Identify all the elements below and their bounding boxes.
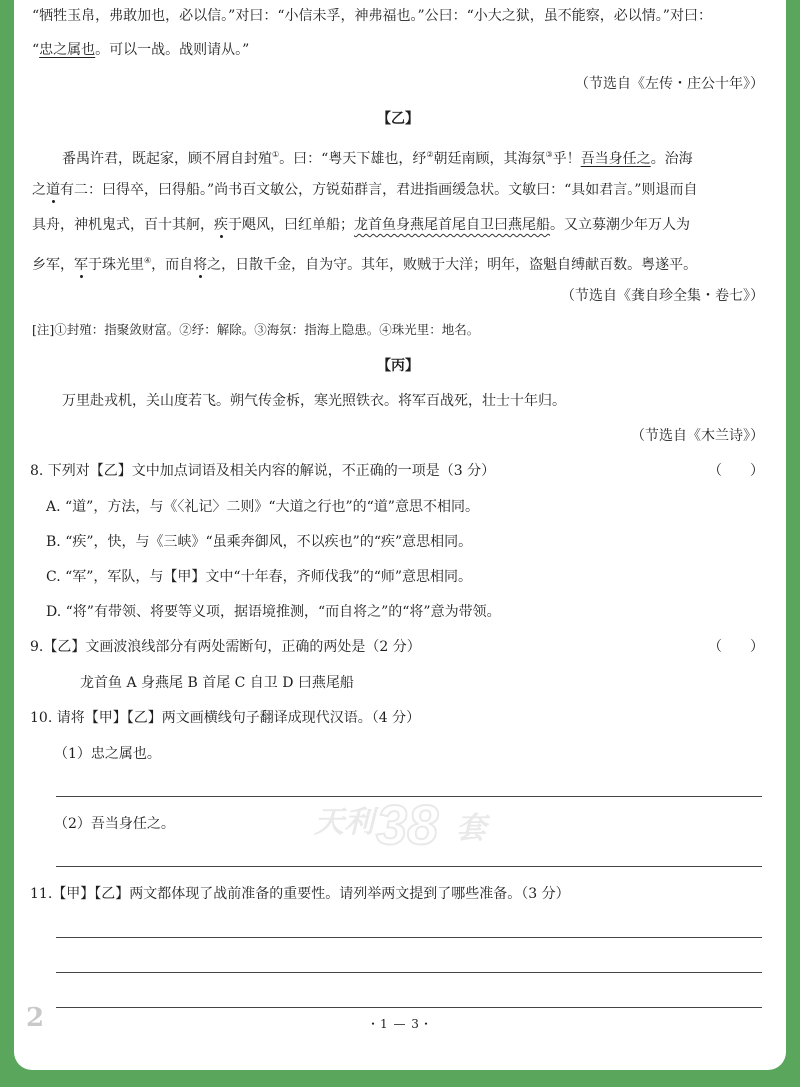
page-footer: ・1 — 3・ (367, 1017, 433, 1031)
yi-text: 。又立募潮少年万人为 (550, 217, 690, 233)
answer-line-10-2[interactable] (56, 866, 762, 867)
question-8-answer-blank[interactable]: （ ） (708, 463, 764, 479)
bing-text: 万里赴戎机，关山度若飞。朔气传金柝，寒光照铁衣。将军百战死，壮士十年归。 (62, 393, 566, 409)
question-8-option-b: B. “疾”，快，与《三峡》“虽乘奔御风，不以疾也”的“疾”意思相同。 (46, 534, 473, 550)
question-8-option-d: D. “将”有带领、将要等义项，据语境推测，“而自将之”的“将”意为带领。 (46, 604, 501, 620)
dotted-word-ji: 疾 (214, 217, 228, 233)
dotted-word-jiang: 将 (193, 257, 208, 273)
yi-text: 番禺许君，既起家，顾不屑自封殖 (62, 151, 272, 167)
yi-line-4 (32, 251, 697, 275)
yi-text: 朝廷南顾，其海氛 (433, 151, 546, 167)
yi-line-3 (32, 215, 690, 235)
yi-text: 具舟，神机鬼式，百十其舸， (32, 217, 214, 233)
yi-source: （节选自《龚自珍全集・卷七》） (561, 288, 764, 304)
question-9-answer-blank[interactable]: （ ） (708, 639, 764, 655)
jia-line-1: “牺牲玉帛，弗敢加也，必以信。”对曰：“小信未孚，神弗福也。”公曰：“小大之狱，虽不能察，必以情。”对曰： (32, 8, 712, 24)
bing-source: （节选自《木兰诗》） (631, 428, 764, 444)
dotted-word-dao: 道 (46, 182, 60, 198)
underlined-sentence-yi: 吾当身任之 (580, 151, 651, 167)
footnote-marker: ③ (545, 150, 553, 159)
dotted-word-jun: 军 (74, 257, 88, 273)
yi-text: 。治海 (650, 151, 693, 167)
yi-line-1 (62, 145, 693, 169)
exam-page (14, 0, 786, 1070)
yi-text: ，而自 (151, 257, 194, 273)
yi-heading: 【乙】 (377, 111, 419, 127)
yi-text: 乎！ (552, 151, 581, 167)
yi-text: 于珠光里 (88, 257, 144, 273)
watermark-text-b: 38 (376, 793, 439, 856)
watermark-text-c: 套 (456, 812, 486, 845)
footnote-marker: ④ (144, 256, 152, 265)
question-8-option-c: C. “军”，军队，与【甲】文中“十年春，齐师伐我”的“师”意思相同。 (46, 569, 473, 585)
yi-line-2 (32, 180, 697, 200)
question-10-stem: 10. 请将【甲】【乙】两文画横线句子翻译成现代汉语。（4 分） (30, 710, 421, 726)
footnote-marker: ① (272, 150, 280, 159)
question-9-options: 龙首鱼 A 身燕尾 B 首尾 C 自卫 D 曰燕尾船 (80, 675, 354, 691)
question-8-stem: 8. 下列对【乙】文中加点词语及相关内容的解说，不正确的一项是（3 分） (30, 463, 496, 479)
question-10-sentence-1: （1）忠之属也。 (54, 746, 161, 762)
answer-line-11-1[interactable] (56, 937, 762, 938)
jia-quote-open: “ (32, 42, 40, 58)
yi-footnotes: [注]①封殖：指聚敛财富。②纾：解除。③海氛：指海上隐患。④珠光里：地名。 (32, 322, 480, 337)
yi-text: 于飓风，曰红单船； (228, 217, 354, 233)
question-9-stem: 9.【乙】文画波浪线部分有两处需断句，正确的两处是（2 分） (30, 639, 421, 655)
underlined-sentence-jia: 忠之属也 (39, 42, 96, 58)
watermark-text-a: 天利 (314, 806, 374, 839)
question-11-stem: 11.【甲】【乙】两文都体现了战前准备的重要性。请列举两文提到了哪些准备。（3 分） (30, 886, 570, 902)
watermark-logo (310, 788, 510, 858)
footnote-marker: ② (426, 150, 434, 159)
question-10-sentence-2: （2）吾当身任之。 (54, 816, 175, 832)
yi-text: 。曰：“粤天下雄也，纾 (279, 151, 427, 167)
bing-heading: 【丙】 (377, 358, 419, 374)
yi-text: 有二：曰得卒，曰得船。”尚书百文敏公，方锐茹群言，君进指画缓急状。文敏曰：“具如君言。”则退而自 (60, 182, 698, 198)
jia-line-2-rest: 。可以一战。战则请从。” (95, 42, 250, 58)
jia-line-2 (32, 40, 249, 60)
yi-text: 之 (32, 182, 46, 198)
yi-text: 乡军， (32, 257, 74, 273)
page-number: 2 (26, 1003, 45, 1033)
answer-line-11-2[interactable] (56, 972, 762, 973)
jia-source: （节选自《左传・庄公十年》） (575, 76, 764, 92)
answer-line-11-3[interactable] (56, 1007, 762, 1008)
question-8-option-a: A. “道”，方法，与《〈礼记〉二则》“大道之行也”的“道”意思不相同。 (46, 499, 479, 515)
wavy-underlined-sentence: 龙首鱼身燕尾首尾自卫曰燕尾船 (354, 217, 550, 233)
yi-text: 之，日散千金，自为守。其年，败贼于大洋；明年，盗魁自缚献百数。粤遂平。 (207, 257, 698, 273)
